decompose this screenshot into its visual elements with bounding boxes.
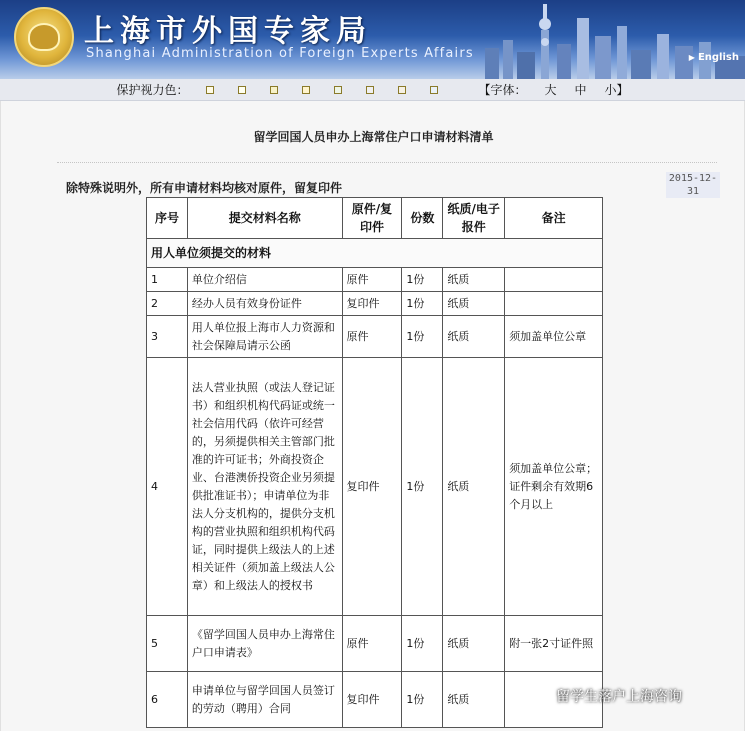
section-row xyxy=(147,239,603,268)
color-swatch[interactable] xyxy=(238,86,246,94)
accessibility-toolbar xyxy=(0,79,745,101)
row-no: 4 xyxy=(147,358,188,616)
row-remark xyxy=(505,268,603,292)
table-row xyxy=(147,268,603,292)
publish-date: 2015-12-31 xyxy=(666,172,720,198)
table-row xyxy=(147,358,603,616)
row-remark: 附一张2寸证件照 xyxy=(505,616,603,672)
row-remark: 须加盖单位公章；证件剩余有效期6个月以上 xyxy=(505,358,603,616)
row-name: 法人营业执照（或法人登记证书）和组织机构代码证或统一社会信用代码（依许可经营的，另须提供相关主管部门批准的许可证书；外商投资企业、台港澳侨投资企业另须提供批准证书）；申请单位为非法人分支机构的，提供分支机构的营业执照和组织机构代码证，同时提供上级法人的上述相关证件（须加盖上级法人公章）和上级法人的授权书 xyxy=(187,358,342,616)
site-title: 上海市外国专家局 xyxy=(84,14,372,49)
wechat-icon xyxy=(528,687,550,705)
row-count: 1份 xyxy=(402,268,443,292)
row-type: 复印件 xyxy=(342,292,402,316)
row-name: 单位介绍信 xyxy=(187,268,342,292)
col-header-form: 纸质/电子报件 xyxy=(443,198,505,239)
site-header xyxy=(0,0,745,79)
font-size-label: 【字体： xyxy=(478,83,527,97)
row-no: 3 xyxy=(147,316,188,358)
row-count: 1份 xyxy=(402,292,443,316)
emblem-logo-icon xyxy=(14,7,74,67)
row-type: 复印件 xyxy=(342,358,402,616)
row-form: 纸质 xyxy=(443,672,505,728)
main-content xyxy=(0,101,745,731)
table-row xyxy=(147,316,603,358)
skyline-illustration-icon xyxy=(445,0,745,79)
font-small-button[interactable]: 小】 xyxy=(604,83,629,97)
font-medium-button[interactable]: 中 xyxy=(574,83,587,97)
row-no: 1 xyxy=(147,268,188,292)
arrow-right-icon: ▶ xyxy=(688,53,695,62)
row-no: 5 xyxy=(147,616,188,672)
watermark-text: 留学生落户上海咨询 xyxy=(556,689,682,705)
section-title: 用人单位须提交的材料 xyxy=(147,239,603,268)
row-form: 纸质 xyxy=(443,292,505,316)
row-name: 经办人员有效身份证件 xyxy=(187,292,342,316)
row-no: 2 xyxy=(147,292,188,316)
color-swatch[interactable] xyxy=(270,86,278,94)
site-subtitle: Shanghai Administration of Foreign Experts Affairs xyxy=(86,46,474,61)
color-swatch[interactable] xyxy=(366,86,374,94)
table-row xyxy=(147,616,603,672)
row-type: 原件 xyxy=(342,268,402,292)
font-size-controls xyxy=(478,81,628,98)
row-form: 纸质 xyxy=(443,268,505,292)
row-count: 1份 xyxy=(402,358,443,616)
watermark xyxy=(528,686,682,706)
col-header-remark: 备注 xyxy=(505,198,603,239)
row-form: 纸质 xyxy=(443,316,505,358)
color-swatch[interactable] xyxy=(302,86,310,94)
notice-text: 除特殊说明外，所有申请材料均核对原件，留复印件 xyxy=(66,181,343,195)
eye-color-label: 保护视力色： xyxy=(116,83,189,97)
font-large-button[interactable]: 大 xyxy=(544,83,557,97)
materials-table xyxy=(146,197,603,728)
color-swatch[interactable] xyxy=(430,86,438,94)
row-name: 用人单位报上海市人力资源和社会保障局请示公函 xyxy=(187,316,342,358)
row-type: 复印件 xyxy=(342,672,402,728)
col-header-count: 份数 xyxy=(402,198,443,239)
col-header-name: 提交材料名称 xyxy=(187,198,342,239)
row-type: 原件 xyxy=(342,316,402,358)
row-name: 申请单位与留学回国人员签订的劳动（聘用）合同 xyxy=(187,672,342,728)
row-type: 原件 xyxy=(342,616,402,672)
row-count: 1份 xyxy=(402,672,443,728)
table-row xyxy=(147,292,603,316)
row-form: 纸质 xyxy=(443,616,505,672)
table-header-row xyxy=(147,198,603,239)
col-header-no: 序号 xyxy=(147,198,188,239)
row-count: 1份 xyxy=(402,616,443,672)
english-link[interactable]: ▶ English xyxy=(688,52,739,63)
color-swatch[interactable] xyxy=(334,86,342,94)
row-form: 纸质 xyxy=(443,358,505,616)
row-no: 6 xyxy=(147,672,188,728)
col-header-type: 原件/复印件 xyxy=(342,198,402,239)
divider xyxy=(57,162,717,163)
color-swatch[interactable] xyxy=(206,86,214,94)
page-title: 留学回国人员申办上海常住户口申请材料清单 xyxy=(253,130,494,144)
row-count: 1份 xyxy=(402,316,443,358)
row-remark xyxy=(505,292,603,316)
row-remark: 须加盖单位公章 xyxy=(505,316,603,358)
row-name: 《留学回国人员申办上海常住户口申请表》 xyxy=(187,616,342,672)
color-swatch[interactable] xyxy=(398,86,406,94)
